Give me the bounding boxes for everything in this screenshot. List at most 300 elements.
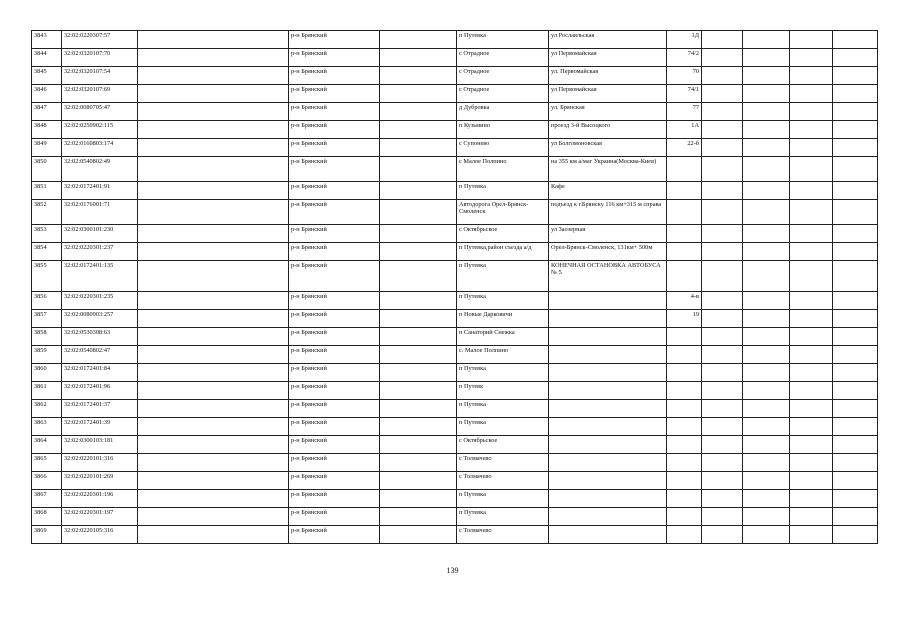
cell-empty xyxy=(138,400,289,418)
street xyxy=(549,454,667,472)
district: р-н Брянский xyxy=(289,400,380,418)
cell-empty xyxy=(790,490,833,508)
district: р-н Брянский xyxy=(289,382,380,400)
cell-empty xyxy=(702,472,743,490)
street xyxy=(549,382,667,400)
locality: с. Малое Полпино xyxy=(457,346,549,364)
locality: п Путевка xyxy=(457,364,549,382)
row-number: 3869 xyxy=(32,526,62,544)
district: р-н Брянский xyxy=(289,292,380,310)
table-row xyxy=(32,310,878,328)
table-row xyxy=(32,67,878,85)
row-number: 3863 xyxy=(32,418,62,436)
cell-empty xyxy=(833,364,878,382)
row-number: 3851 xyxy=(32,182,62,200)
cell-empty xyxy=(833,243,878,261)
district: р-н Брянский xyxy=(289,103,380,121)
cell-empty xyxy=(743,418,790,436)
cell-empty xyxy=(380,526,457,544)
district: р-н Брянский xyxy=(289,508,380,526)
house-number xyxy=(667,472,702,490)
cell-empty xyxy=(702,310,743,328)
row-number: 3856 xyxy=(32,292,62,310)
street xyxy=(549,364,667,382)
locality: п Путевк xyxy=(457,382,549,400)
row-number: 3849 xyxy=(32,139,62,157)
street xyxy=(549,400,667,418)
house-number xyxy=(667,261,702,292)
cell-empty xyxy=(743,508,790,526)
cell-empty xyxy=(702,346,743,364)
cadastral-number: 32:02:0320107:69 xyxy=(62,85,138,103)
table-row xyxy=(32,490,878,508)
cell-empty xyxy=(138,31,289,49)
street xyxy=(549,328,667,346)
cell-empty xyxy=(743,85,790,103)
cell-empty xyxy=(833,418,878,436)
cell-empty xyxy=(702,85,743,103)
cell-empty xyxy=(833,490,878,508)
locality: п Кузьмино xyxy=(457,121,549,139)
cell-empty xyxy=(790,328,833,346)
row-number: 3858 xyxy=(32,328,62,346)
table-row xyxy=(32,261,878,292)
cell-empty xyxy=(702,490,743,508)
cell-empty xyxy=(702,157,743,182)
cell-empty xyxy=(833,382,878,400)
cell-empty xyxy=(790,472,833,490)
cell-empty xyxy=(380,382,457,400)
house-number xyxy=(667,157,702,182)
cell-empty xyxy=(833,200,878,225)
locality: с Малое Полпино xyxy=(457,157,549,182)
cell-empty xyxy=(790,436,833,454)
cell-empty xyxy=(138,310,289,328)
district: р-н Брянский xyxy=(289,31,380,49)
cell-empty xyxy=(743,292,790,310)
cell-empty xyxy=(702,454,743,472)
table-row xyxy=(32,139,878,157)
cell-empty xyxy=(138,490,289,508)
locality: с Октябрьское xyxy=(457,225,549,243)
house-number xyxy=(667,490,702,508)
locality: д Дубровка xyxy=(457,103,549,121)
table-row xyxy=(32,382,878,400)
row-number: 3854 xyxy=(32,243,62,261)
district: р-н Брянский xyxy=(289,418,380,436)
cell-empty xyxy=(702,261,743,292)
table-row xyxy=(32,49,878,67)
row-number: 3860 xyxy=(32,364,62,382)
row-number: 3847 xyxy=(32,103,62,121)
cell-empty xyxy=(790,121,833,139)
cell-empty xyxy=(833,157,878,182)
cell-empty xyxy=(380,49,457,67)
cell-empty xyxy=(138,261,289,292)
district: р-н Брянский xyxy=(289,346,380,364)
cell-empty xyxy=(790,182,833,200)
cell-empty xyxy=(702,49,743,67)
registry-table xyxy=(31,30,878,544)
cell-empty xyxy=(380,454,457,472)
cadastral-number: 32:02:0220307:57 xyxy=(62,31,138,49)
cadastral-number: 32:02:0172401:91 xyxy=(62,182,138,200)
cell-empty xyxy=(833,508,878,526)
row-number: 3845 xyxy=(32,67,62,85)
row-number: 3861 xyxy=(32,382,62,400)
cell-empty xyxy=(380,490,457,508)
cell-empty xyxy=(702,103,743,121)
cell-empty xyxy=(138,382,289,400)
cell-empty xyxy=(790,418,833,436)
cell-empty xyxy=(702,364,743,382)
street xyxy=(549,436,667,454)
cell-empty xyxy=(833,261,878,292)
cell-empty xyxy=(380,346,457,364)
cell-empty xyxy=(790,364,833,382)
cell-empty xyxy=(380,139,457,157)
cell-empty xyxy=(790,200,833,225)
table-row xyxy=(32,472,878,490)
locality: п Путевка xyxy=(457,490,549,508)
cell-empty xyxy=(138,67,289,85)
cell-empty xyxy=(833,182,878,200)
cadastral-number: 32:02:0172401:96 xyxy=(62,382,138,400)
cell-empty xyxy=(743,454,790,472)
district: р-н Брянский xyxy=(289,49,380,67)
row-number: 3865 xyxy=(32,454,62,472)
cell-empty xyxy=(790,526,833,544)
cell-empty xyxy=(743,182,790,200)
cell-empty xyxy=(743,121,790,139)
cell-empty xyxy=(743,243,790,261)
street: Орел-Брянск-Смоленск, 131км+ 500м xyxy=(549,243,667,261)
cadastral-number: 32:02:0320107:54 xyxy=(62,67,138,85)
cell-empty xyxy=(702,182,743,200)
row-number: 3855 xyxy=(32,261,62,292)
cell-empty xyxy=(833,49,878,67)
cell-empty xyxy=(138,85,289,103)
row-number: 3868 xyxy=(32,508,62,526)
cadastral-number: 32:02:0540802:47 xyxy=(62,346,138,364)
house-number xyxy=(667,436,702,454)
cadastral-number: 32:02:0172401:135 xyxy=(62,261,138,292)
cadastral-number: 32:02:0540802:49 xyxy=(62,157,138,182)
street xyxy=(549,292,667,310)
cadastral-number: 32:02:0530308:63 xyxy=(62,328,138,346)
table-row xyxy=(32,328,878,346)
cadastral-number: 32:02:0172401:84 xyxy=(62,364,138,382)
house-number: 22-б xyxy=(667,139,702,157)
cell-empty xyxy=(743,472,790,490)
page-number: 139 xyxy=(446,566,459,575)
cell-empty xyxy=(743,67,790,85)
house-number xyxy=(667,418,702,436)
cell-empty xyxy=(702,292,743,310)
cell-empty xyxy=(702,121,743,139)
cell-empty xyxy=(743,382,790,400)
locality: с Октябрьское xyxy=(457,436,549,454)
house-number: 1А xyxy=(667,121,702,139)
cell-empty xyxy=(702,400,743,418)
house-number: 74/1 xyxy=(667,85,702,103)
street: ул Рославльская xyxy=(549,31,667,49)
cell-empty xyxy=(380,31,457,49)
cadastral-number: 32:02:0300103:181 xyxy=(62,436,138,454)
district: р-н Брянский xyxy=(289,67,380,85)
street: ул Первомайская xyxy=(549,85,667,103)
house-number xyxy=(667,382,702,400)
table-row xyxy=(32,526,878,544)
district: р-н Брянский xyxy=(289,182,380,200)
house-number: 4-в xyxy=(667,292,702,310)
street xyxy=(549,526,667,544)
cadastral-number: 32:02:0220105:316 xyxy=(62,526,138,544)
cell-empty xyxy=(833,103,878,121)
cell-empty xyxy=(833,454,878,472)
cell-empty xyxy=(790,400,833,418)
cell-empty xyxy=(833,85,878,103)
cell-empty xyxy=(790,454,833,472)
cell-empty xyxy=(833,472,878,490)
cell-empty xyxy=(743,526,790,544)
locality: п Новые Дарковичи xyxy=(457,310,549,328)
street: Кафе xyxy=(549,182,667,200)
locality: с Толмачево xyxy=(457,472,549,490)
street xyxy=(549,490,667,508)
cell-empty xyxy=(138,328,289,346)
district: р-н Брянский xyxy=(289,328,380,346)
cell-empty xyxy=(380,508,457,526)
cell-empty xyxy=(380,103,457,121)
cell-empty xyxy=(833,526,878,544)
cell-empty xyxy=(380,182,457,200)
cell-empty xyxy=(380,225,457,243)
cell-empty xyxy=(790,382,833,400)
row-number: 3846 xyxy=(32,85,62,103)
district: р-н Брянский xyxy=(289,454,380,472)
locality: п Путевка xyxy=(457,31,549,49)
locality: с Отрадное xyxy=(457,67,549,85)
cell-empty xyxy=(790,261,833,292)
street: проезд 3-й Высоцкого xyxy=(549,121,667,139)
locality: п Путевка xyxy=(457,400,549,418)
cell-empty xyxy=(790,49,833,67)
table-row xyxy=(32,292,878,310)
cell-empty xyxy=(138,225,289,243)
cell-empty xyxy=(833,292,878,310)
cell-empty xyxy=(790,243,833,261)
cell-empty xyxy=(380,200,457,225)
cell-empty xyxy=(833,310,878,328)
table-row xyxy=(32,243,878,261)
street xyxy=(549,472,667,490)
street xyxy=(549,418,667,436)
district: р-н Брянский xyxy=(289,243,380,261)
row-number: 3862 xyxy=(32,400,62,418)
row-number: 3843 xyxy=(32,31,62,49)
street xyxy=(549,508,667,526)
table-row xyxy=(32,364,878,382)
cadastral-number: 32:02:0172401:39 xyxy=(62,418,138,436)
cell-empty xyxy=(833,400,878,418)
table-row xyxy=(32,225,878,243)
cell-empty xyxy=(790,508,833,526)
cell-empty xyxy=(138,200,289,225)
district: р-н Брянский xyxy=(289,139,380,157)
house-number xyxy=(667,526,702,544)
cadastral-number: 32:02:0080903:257 xyxy=(62,310,138,328)
cell-empty xyxy=(138,436,289,454)
district: р-н Брянский xyxy=(289,85,380,103)
cell-empty xyxy=(743,49,790,67)
district: р-н Брянский xyxy=(289,121,380,139)
cell-empty xyxy=(743,490,790,508)
cell-empty xyxy=(138,418,289,436)
cell-empty xyxy=(743,157,790,182)
cell-empty xyxy=(138,243,289,261)
cell-empty xyxy=(790,67,833,85)
house-number xyxy=(667,200,702,225)
cell-empty xyxy=(702,328,743,346)
district: р-н Брянский xyxy=(289,490,380,508)
table-row xyxy=(32,103,878,121)
table-row xyxy=(32,436,878,454)
cadastral-number: 32:02:0220101:316 xyxy=(62,454,138,472)
cell-empty xyxy=(743,364,790,382)
cell-empty xyxy=(380,121,457,139)
street: ул Болгомоновская xyxy=(549,139,667,157)
cell-empty xyxy=(380,243,457,261)
house-number: 77 xyxy=(667,103,702,121)
row-number: 3867 xyxy=(32,490,62,508)
district: р-н Брянский xyxy=(289,261,380,292)
cell-empty xyxy=(743,103,790,121)
cell-empty xyxy=(138,121,289,139)
street: ул Первомайская xyxy=(549,49,667,67)
house-number xyxy=(667,346,702,364)
cell-empty xyxy=(702,526,743,544)
cell-empty xyxy=(833,139,878,157)
cell-empty xyxy=(138,526,289,544)
locality: с Супонево xyxy=(457,139,549,157)
document-sheet xyxy=(31,30,878,544)
cell-empty xyxy=(743,225,790,243)
table-row xyxy=(32,31,878,49)
house-number xyxy=(667,225,702,243)
cadastral-number: 32:02:0172401:37 xyxy=(62,400,138,418)
locality: п Путевка xyxy=(457,292,549,310)
cell-empty xyxy=(380,157,457,182)
cell-empty xyxy=(138,157,289,182)
locality: п Путевка,район съезда а/д xyxy=(457,243,549,261)
cell-empty xyxy=(380,328,457,346)
cell-empty xyxy=(138,508,289,526)
cell-empty xyxy=(380,472,457,490)
locality: п Путевка xyxy=(457,418,549,436)
cell-empty xyxy=(833,346,878,364)
cell-empty xyxy=(380,436,457,454)
district: р-н Брянский xyxy=(289,225,380,243)
cell-empty xyxy=(702,418,743,436)
cell-empty xyxy=(833,225,878,243)
table-row xyxy=(32,121,878,139)
table-row xyxy=(32,508,878,526)
cadastral-number: 32:02:0160803:174 xyxy=(62,139,138,157)
cell-empty xyxy=(702,31,743,49)
district: р-н Брянский xyxy=(289,364,380,382)
cadastral-number: 32:02:0220301:235 xyxy=(62,292,138,310)
cell-empty xyxy=(743,31,790,49)
cell-empty xyxy=(138,472,289,490)
table-row xyxy=(32,400,878,418)
street: КОНЕЧНАЯ ОСТАНОВКА АВТОБУСА № 5 xyxy=(549,261,667,292)
locality: п Санаторий Снежка xyxy=(457,328,549,346)
cell-empty xyxy=(743,139,790,157)
district: р-н Брянский xyxy=(289,157,380,182)
row-number: 3859 xyxy=(32,346,62,364)
cell-empty xyxy=(138,103,289,121)
cadastral-number: 32:02:0300101:230 xyxy=(62,225,138,243)
cell-empty xyxy=(790,310,833,328)
house-number xyxy=(667,182,702,200)
table-row xyxy=(32,418,878,436)
cell-empty xyxy=(702,243,743,261)
house-number xyxy=(667,454,702,472)
cell-empty xyxy=(743,436,790,454)
cell-empty xyxy=(833,31,878,49)
table-row xyxy=(32,454,878,472)
cell-empty xyxy=(833,121,878,139)
house-number xyxy=(667,400,702,418)
house-number xyxy=(667,364,702,382)
cell-empty xyxy=(702,508,743,526)
row-number: 3864 xyxy=(32,436,62,454)
table-row xyxy=(32,85,878,103)
house-number: 1Д xyxy=(667,31,702,49)
cadastral-number: 32:02:0320107:70 xyxy=(62,49,138,67)
row-number: 3844 xyxy=(32,49,62,67)
cell-empty xyxy=(702,382,743,400)
cell-empty xyxy=(702,225,743,243)
cell-empty xyxy=(702,139,743,157)
cell-empty xyxy=(743,346,790,364)
house-number: 70 xyxy=(667,67,702,85)
row-number: 3866 xyxy=(32,472,62,490)
cell-empty xyxy=(743,328,790,346)
house-number: 19 xyxy=(667,310,702,328)
row-number: 3857 xyxy=(32,310,62,328)
cell-empty xyxy=(380,292,457,310)
street: подъезд к г.Брянску 116 км+315 м справа xyxy=(549,200,667,225)
cell-empty xyxy=(380,364,457,382)
cell-empty xyxy=(702,67,743,85)
house-number xyxy=(667,508,702,526)
locality: с Толмачево xyxy=(457,526,549,544)
cadastral-number: 32:02:0220301:197 xyxy=(62,508,138,526)
cell-empty xyxy=(790,103,833,121)
locality: с Толмачево xyxy=(457,454,549,472)
cell-empty xyxy=(138,346,289,364)
cell-empty xyxy=(790,31,833,49)
street: ул Заозерная xyxy=(549,225,667,243)
cell-empty xyxy=(380,400,457,418)
locality: п Путевка xyxy=(457,182,549,200)
cell-empty xyxy=(833,67,878,85)
locality: Автодорога Орел-Брянск-Смоленск xyxy=(457,200,549,225)
cell-empty xyxy=(380,67,457,85)
cell-empty xyxy=(743,400,790,418)
